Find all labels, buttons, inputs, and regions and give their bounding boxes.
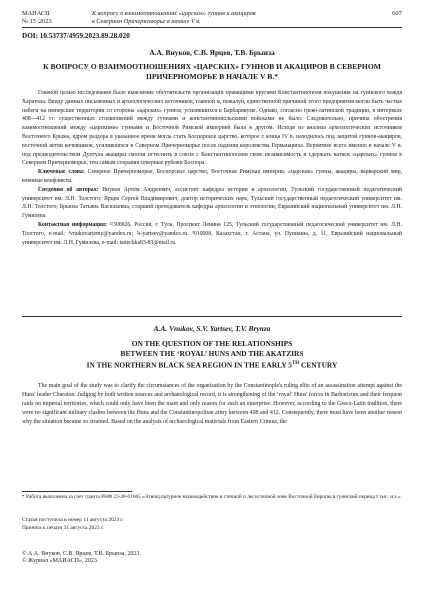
authors-info-label: Сведения об авторах:: [38, 186, 99, 193]
page-number: 607: [392, 10, 402, 17]
footnote: * Работа выполнена за счет гранта РНФ 23-28-01665 «Этнокультурное взаимодействие в степной и лесостепной зоне Восточной Европы в гуннский период I тыс. н.э.».: [22, 494, 402, 500]
en-title-line-3-text: IN THE NORTHERN BLACK SEA REGION IN THE EARLY 5: [86, 360, 292, 370]
header-rule: [22, 27, 402, 28]
en-title: [30, 339, 394, 370]
header-title-line-1: К вопросу о взаимоотношениях «царских» гуннов и акациров: [92, 10, 256, 17]
ru-abstract-block: [22, 89, 402, 247]
article-dates: [22, 517, 123, 532]
header-article-title: [92, 10, 382, 25]
journal-issue: № 15 .2023: [22, 17, 52, 25]
ru-keywords: [22, 168, 402, 186]
en-title-sup: TH: [291, 361, 300, 366]
copyright-authors: © А.А. Внуков, С.В. Ярцев, Т.В. Брынза, 2023.: [22, 551, 141, 557]
ru-authors-info: [22, 186, 402, 221]
en-title-end: CENTURY: [299, 360, 338, 370]
section-divider: [22, 316, 402, 317]
en-title-line-1: ON THE QUESTION OF THE RELATIONSHIPS: [131, 339, 293, 348]
en-title-line-2: BETWEEN THE ‘ROYAL’ HUNS AND THE AKATZIRS: [120, 349, 304, 358]
authors-info-text: Внуков Артём Андреевич, ассистент кафедры истории и археологии, Тульский государственный педагогический университет им. Л.Н. Толстого; Ярцев Сергей Владимирович, доктор исторических наук, Тульский государственный педагогический университет им. Л.Н. Толстого; Брынза Татьяна Васильевна, старший преподаватель кафедры археологии и этнологии, Евразийский национальный университет им. Л.Н. Гумилева.: [22, 186, 403, 220]
header-title-line-2: в Северном Причерноморье в начале V в.: [92, 17, 201, 25]
ru-abstract: Главной целью исследования было выяснение обстоятельств организации правящими кругами Константинополя покушения на гуннского вождя Харатона. Ввиду данных письменных и археологических источников, главной и, пожалуй, единственной причиной этого предприятия могли быть частые набеги на имперские территории со стороны «царских» гуннов, усилившихся в Барбарикуме. Однако, согласно греко-латинской традиции, в интервале 408—412 гг. существенных столкновений между гуннами и константинопольскими войсками не было. Следовательно, причина обострения взаимоотношений между «царскими» гуннами и Восточной Римской империей была в другом. Исходя из анализа археологических источников Восточного Крыма, ядром раздора в указанное время могла стать Боспорское царство, которое с конца IV в. находилось под защитой гуннов-акациров, восточной ветви кочевников, усилившихся в Северном Причерноморье после падения королевства Германариха. Вероятнее всего именно в начале V в. под предводительством Дуптула акациры смогли оттеснить в союзе с Константинополем свою независимость и сдержать натиск «царских» гуннов в Северном Причерноморье, тем самым сохраняя северные рубежи Боспора.: [22, 90, 402, 167]
keywords-text: Северное Причерноморье, Боспорское царство, Восточная Римская империя, «царские» гунны, акациры, варварский мир, военные конфликты.: [22, 169, 403, 184]
submitted-date: Статья поступила в номер 11 августа 2023 г.: [22, 517, 124, 523]
footnote-rule: [22, 491, 132, 492]
contacts-text: ¹²300026, Россия, г. Тула, Проспект Ленина 125, Тульский государственный педагогический университет им. Л.Н. Толстого, e-mail: ¹vnukovartemy@yandex.ru; ²s-yartsev@yandex.ru. ³010008, Казахстан, г. Астана, ул. Пушкина, д. 11, Евразийский национальный университет им. Л.Н. Гумилева, e-mail: tanechka83-83@mail.ru.: [22, 221, 403, 246]
en-authors: A.A. Vnukov, S.V. Yartsev, T.V. Brynza: [153, 324, 271, 333]
doi: DOI: 10.53737/4959.2023.89.28.020: [22, 32, 130, 40]
copyright-journal: © Журнал «МАИАСП», 2023.: [22, 558, 99, 565]
ru-authors: А.А. Внуков, С.В. Ярцев, Т.В. Брынза: [149, 48, 275, 57]
journal-name: МАНАСП: [22, 10, 50, 17]
en-abstract: The main goal of the study was to clarify the circumstances of the organization by the Constantinople's ruling elite of an assassination attempt against the Huns' leader Charaton. Judging by both written sources and archaeological record, it is strengthening of the ‘royal’ Huns' forces in Barbaricum and their frequent raids on imperial territories, which could only have been the main and only reason for such an enterprise. However, according to the Greco-Latin tradition, there were no significant military clashes between the Huns and the Constantinopolitan army between 408 and 412. Consequently, there must have been another reason why the situation became so strained. Based on the analysis of archaeological materials from Eastern Crimea, the: [22, 383, 402, 426]
en-abstract-block: [22, 382, 402, 427]
copyright: [22, 551, 141, 565]
ru-title: К ВОПРОСУ О ВЗАИМООТНОШЕНИЯХ «ЦАРСКИХ» ГУННОВ И АКАЦИРОВ В СЕВЕРНОМ ПРИЧЕРНОМОРЬЕ В НАЧАЛЕ V В.*: [43, 62, 381, 81]
keywords-label: Ключевые слова:: [38, 169, 85, 176]
accepted-date: Принята к печати 31 августа 2023 г.: [22, 524, 104, 531]
journal-info: [22, 10, 92, 25]
en-title-line-3: [30, 359, 394, 370]
ru-contacts: [22, 221, 402, 247]
running-header: [22, 10, 402, 32]
contacts-label: Контактная информация:: [38, 221, 107, 228]
